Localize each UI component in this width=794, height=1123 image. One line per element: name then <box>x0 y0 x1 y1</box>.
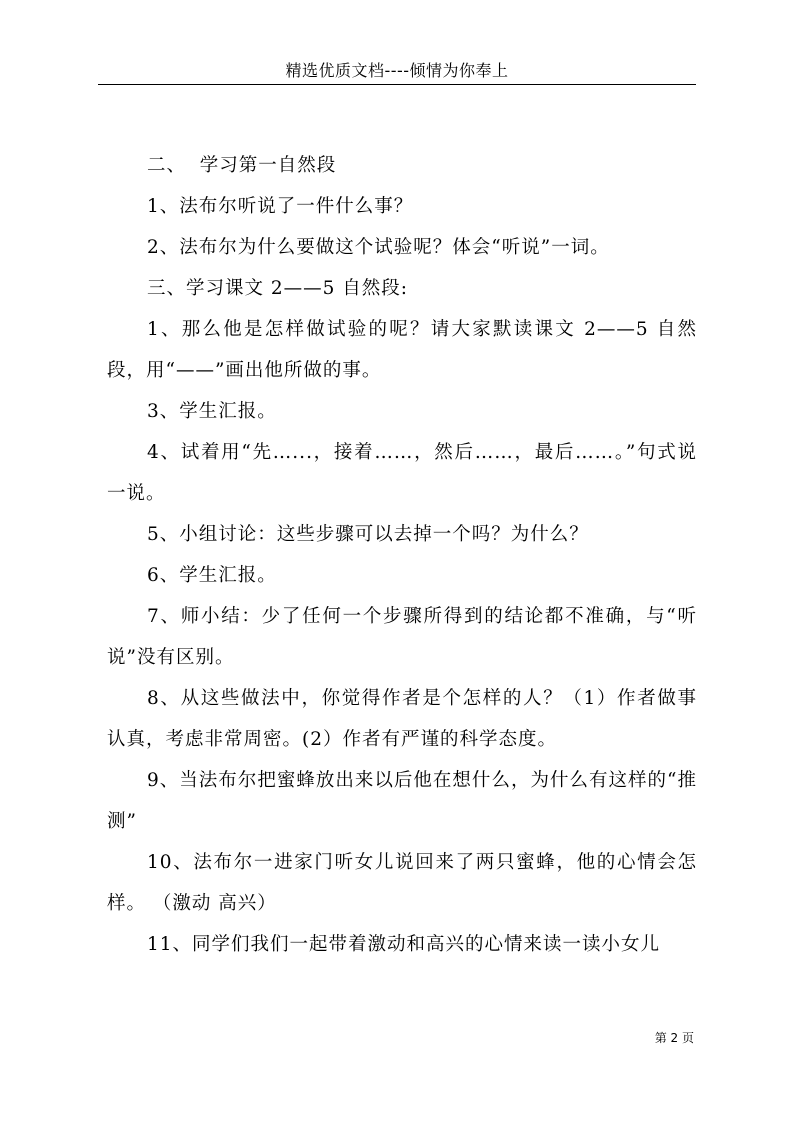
paragraph: 11、同学们我们一起带着激动和高兴的心情来读一读小女儿 <box>147 934 661 955</box>
document-body <box>107 145 697 965</box>
paragraph: 6、学生汇报。 <box>147 565 277 586</box>
paragraph: 1、那么他是怎样做试验的呢？请大家默读课文 2——5 自然段，用“——”画出他所做的事。 <box>107 319 697 381</box>
paragraph: 1、法布尔听说了一件什么事？ <box>147 196 414 217</box>
paragraph: 7、师小结：少了任何一个步骤所得到的结论都不准确，与“听说”没有区别。 <box>107 606 697 668</box>
paragraph: 5、小组讨论：这些步骤可以去掉一个吗？为什么？ <box>147 524 589 545</box>
paragraph: 4、试着用“先…...，接着……，然后……，最后……。”句式说一说。 <box>107 442 697 504</box>
section-heading: 二、 学习第一自然段 <box>147 155 337 176</box>
paragraph: 10、法布尔一进家门听女儿说回来了两只蜜蜂，他的心情会怎样。 （激动 高兴） <box>107 852 697 914</box>
paragraph: 2、法布尔为什么要做这个试验呢？体会“听说”一词。 <box>147 237 610 258</box>
paragraph: 8、从这些做法中，你觉得作者是个怎样的人？（1）作者做事认真，考虑非常周密。(2）作者有严谨的科学态度。 <box>107 688 697 750</box>
page-number: 第 2 页 <box>654 1031 694 1045</box>
paragraph: 3、学生汇报。 <box>147 401 277 422</box>
header-divider <box>98 84 696 85</box>
page-header-title: 精选优质文档----倾情为你奉上 <box>285 61 509 80</box>
paragraph: 9、当法布尔把蜜蜂放出来以后他在想什么，为什么有这样的“推测” <box>107 770 697 832</box>
section-heading: 三、学习课文 2——5 自然段: <box>147 278 409 299</box>
